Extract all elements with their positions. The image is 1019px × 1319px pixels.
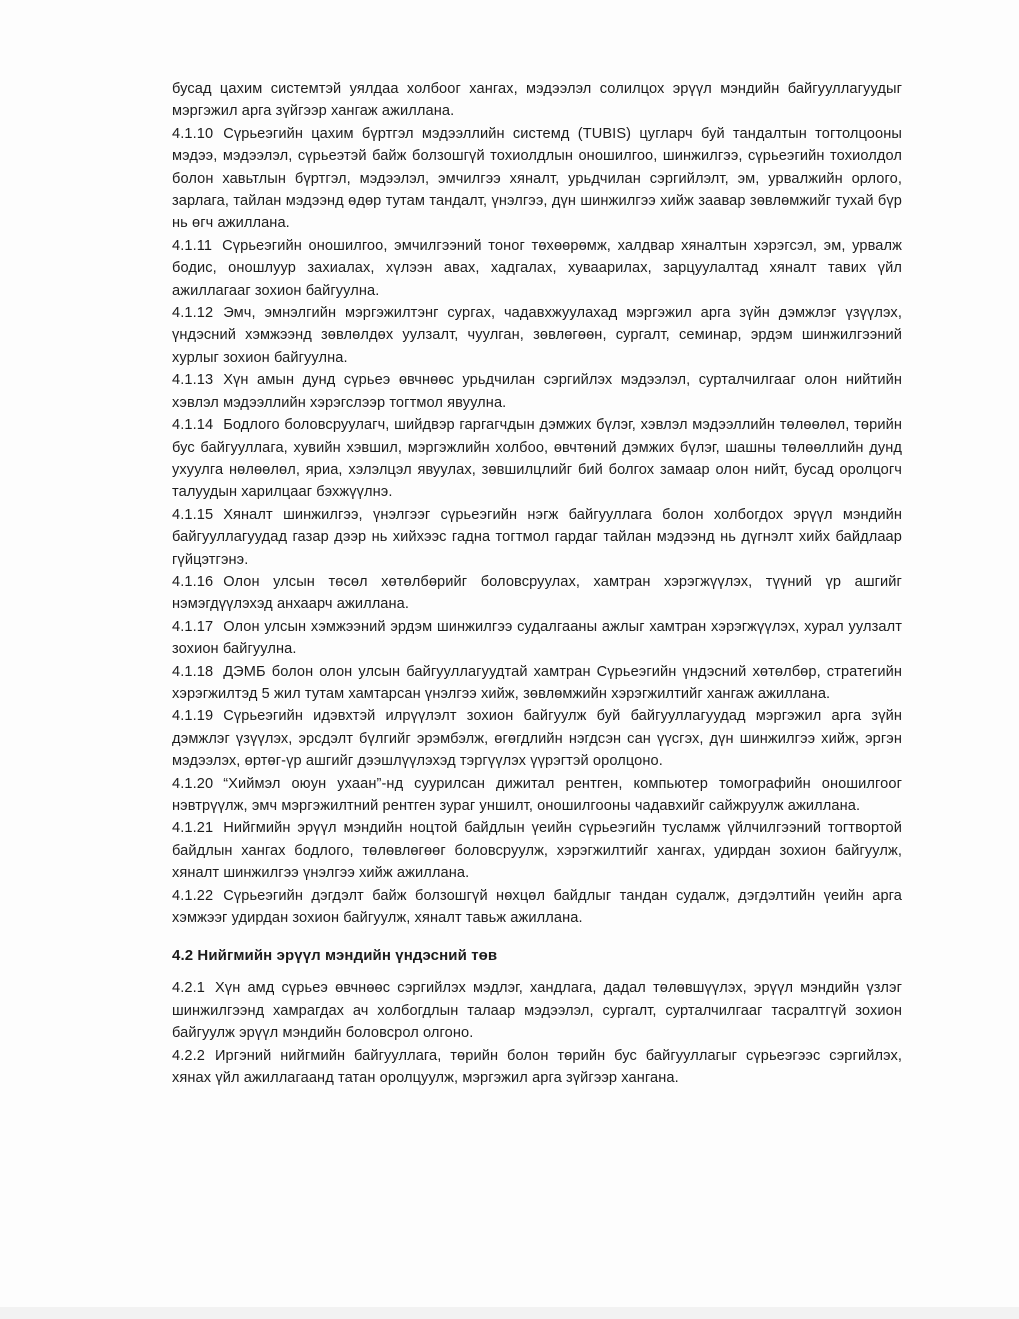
item-text: Сүрьеэгийн оношилгоо, эмчилгээний тоног төхөөрөмж, халдвар хяналтын хэрэгсэл, эм, урвалж бодис, оношлуур захиалах, хүлээн авах, хадгалах, хуваарилах, зарцуулалтад хяналт тавих үйл ажиллагааг зохион байгуулна. [172, 237, 902, 299]
section-heading: 4.2 Нийгмийн эрүүл мэндийн үндэсний төв [172, 947, 498, 965]
item-number: 4.2.2 [172, 1047, 205, 1064]
item-text: Олон улсын төсөл хөтөлбөрийг боловсруулах, хамтран хэрэгжүүлэх, түүний үр ашгийг нэмэгдүүлэхэд анхаарч ажиллана. [172, 573, 902, 613]
item-text: Эмч, эмнэлгийн мэргэжилтэнг сургах, чадавхжуулахад мэргэжил арга зүйн дэмжлэг үзүүлэх, үндэсний хэмжээнд зөвлөлдөх уулзалт, чуулган, зөвлөгөөн, сургалт, семинар, эрдэм шинжилгээний хурлыг зохион байгуулна. [172, 305, 902, 366]
item-text: “Хиймэл оюун ухаан”-нд суурилсан дижитал рентген, компьютер томографийн оношилгоог нэвтрүүлж, эмч мэргэжилтний рентген зураг уншилт, оношилгооны чадавхийг сайжруулж ажиллана. [172, 775, 902, 814]
list-item [172, 571, 902, 616]
item-text: Хүн амын дунд сүрьеэ өвчнөөс урьдчилан сэргийлэх мэдээлэл, сурталчилгааг олон нийтийн хэвлэл мэдээллийн хэрэгслээр тогтмол явуулна. [172, 372, 902, 411]
list-item [172, 977, 902, 1044]
list-item [172, 885, 902, 930]
scan-edge [0, 1307, 1019, 1319]
item-text: Хүн амд сүрьеэ өвчнөөс сэргийлэх мэдлэг, хандлага, дадал төлөвшүүлэх, эрүүл мэндийн үзлэг шинжилгээнд хамрагдах ач холбогдлын талаар мэдээлэл, сургалт, сурталчилгааг тасралтгүй зохион байгуулж эрүүл мэндийн боловсрол олгоно. [172, 980, 902, 1042]
item-text: Нийгмийн эрүүл мэндийн ноцтой байдлын үеийн сүрьеэгийн тусламж үйлчилгээний тогтвортой байдлын хангах бодлого, төлөвлөгөөг боловсруулж, хэрэгжилтийг хангах, удирдан зохион байгуулж, хяналт шинжилгээ үнэлгээ хийж ажиллана. [172, 820, 902, 882]
item-number: 4.1.22 [172, 887, 214, 904]
item-number: 4.2.1 [172, 980, 205, 997]
list-item [172, 661, 902, 706]
list-item [172, 235, 902, 302]
list-item [172, 817, 902, 884]
item-text: Сүрьеэгийн дэгдэлт байж болзошгүй нөхцөл байдлыг тандан судалж, дэгдэлтийн үеийн арга хэмжээг удирдан зохион байгуулж, хяналт тавьж ажиллана. [172, 887, 902, 927]
continuation-paragraph: бусад цахим системтэй уялдаа холбоог хангах, мэдээлэл солилцох эрүүл мэндийн байгууллагуудыг мэргэжил арга зүйгээр хангаж ажиллана. [172, 81, 902, 120]
item-text: Иргэний нийгмийн байгууллага, төрийн болон төрийн бус байгууллагыг сүрьеэгээс сэргийлэх, хянах үйл ажиллагаанд татан оролцуулж, мэргэжил арга зүйгээр хангана. [172, 1047, 902, 1087]
item-number: 4.1.19 [172, 708, 214, 725]
list-item [172, 773, 902, 818]
item-text: Сүрьеэгийн идэвхтэй илрүүлэлт зохион байгуулж буй байгууллагуудад мэргэжил арга зүйн дэмжлэг үзүүлэх, эрсдэлт бүлгийг эрэмбэлж, өгөгдлийн нэгдсэн сан үүсгэх, дүн шинжилгээ хийж, эргэн мэдээлэх, өртөг-үр ашгийг дээшлүүлэхэд тэргүүлэх үүрэгтэй оролцоно. [172, 708, 902, 770]
item-number: 4.1.15 [172, 506, 214, 523]
item-text: Олон улсын хэмжээний эрдэм шинжилгээ судалгааны ажлыг хамтран хэрэгжүүлэх, хурал уулзалт зохион байгуулна. [172, 618, 902, 658]
list-item [172, 369, 902, 414]
item-text: Сүрьеэгийн цахим бүртгэл мэдээллийн системд (TUBIS) цугларч буй тандалтын тогтолцооны мэдээ, мэдээлэл, сүрьеэтэй байж болзошгүй тохиолдлын оношилгоо, шинжилгээ, сүрьеэгийн тохиолдол болон хавьтлын бүртгэл, мэдээлэл, эмчилгээ хяналт, урьдчилан сэргийлэлт, эм, урвалжийн орлого, зарлага, тайлан мэдээнд өдөр тутам тандалт, үнэлгээ, дүн шинжилгээ хийж заавар зөвлөмжийг тухай бүр нь өгч ажиллана. [172, 125, 902, 232]
item-text: Бодлого боловсруулагч, шийдвэр гаргагчдын дэмжих бүлэг, хэвлэл мэдээллийн төлөөлөл, төрийн бус байгууллага, хувийн хэвшил, мэргэжлийн холбоо, өвчтөний дэмжих бүлэг, шашны төлөөллийн дунд ухуулга нөлөөлөл, яриа, хэлэлцэл явуулах, зөвшилцлийг бий болгох замаар олон нийт, бусад оролцогч талуудын харилцааг бэхжүүлнэ. [172, 417, 902, 501]
item-number: 4.1.11 [172, 237, 213, 254]
list-item [172, 302, 902, 369]
document-body [172, 78, 902, 1089]
item-number: 4.1.18 [172, 663, 214, 680]
item-number: 4.1.16 [172, 573, 214, 590]
list-item [172, 504, 902, 571]
item-number: 4.1.14 [172, 417, 214, 434]
item-text: ДЭМБ болон олон улсын байгууллагуудтай хамтран Сүрьеэгийн үндэсний хөтөлбөр, стратегийн хэрэгжилтэд 5 жил тутам хамтарсан үнэлгээ хийж, зөвлөмжийн хэрэгжилтийг хангаж ажиллана. [172, 663, 902, 702]
item-number: 4.1.10 [172, 125, 214, 142]
item-number: 4.1.17 [172, 618, 214, 635]
item-text: Хяналт шинжилгээ, үнэлгээг сүрьеэгийн нэгж байгууллага болон холбогдох эрүүл мэндийн байгууллагуудад газар дээр нь хийхээс гадна тогтмол гардаг тайлан мэдээнд нь дүгнэлт хийх байдлаар гүйцэтгэнэ. [172, 506, 902, 568]
item-number: 4.1.13 [172, 372, 214, 389]
list-item [172, 414, 902, 504]
list-item [172, 123, 902, 235]
list-item [172, 705, 902, 772]
item-number: 4.1.12 [172, 305, 214, 322]
list-item [172, 1045, 902, 1090]
item-number: 4.1.20 [172, 775, 214, 792]
item-number: 4.1.21 [172, 820, 214, 837]
list-item [172, 616, 902, 661]
